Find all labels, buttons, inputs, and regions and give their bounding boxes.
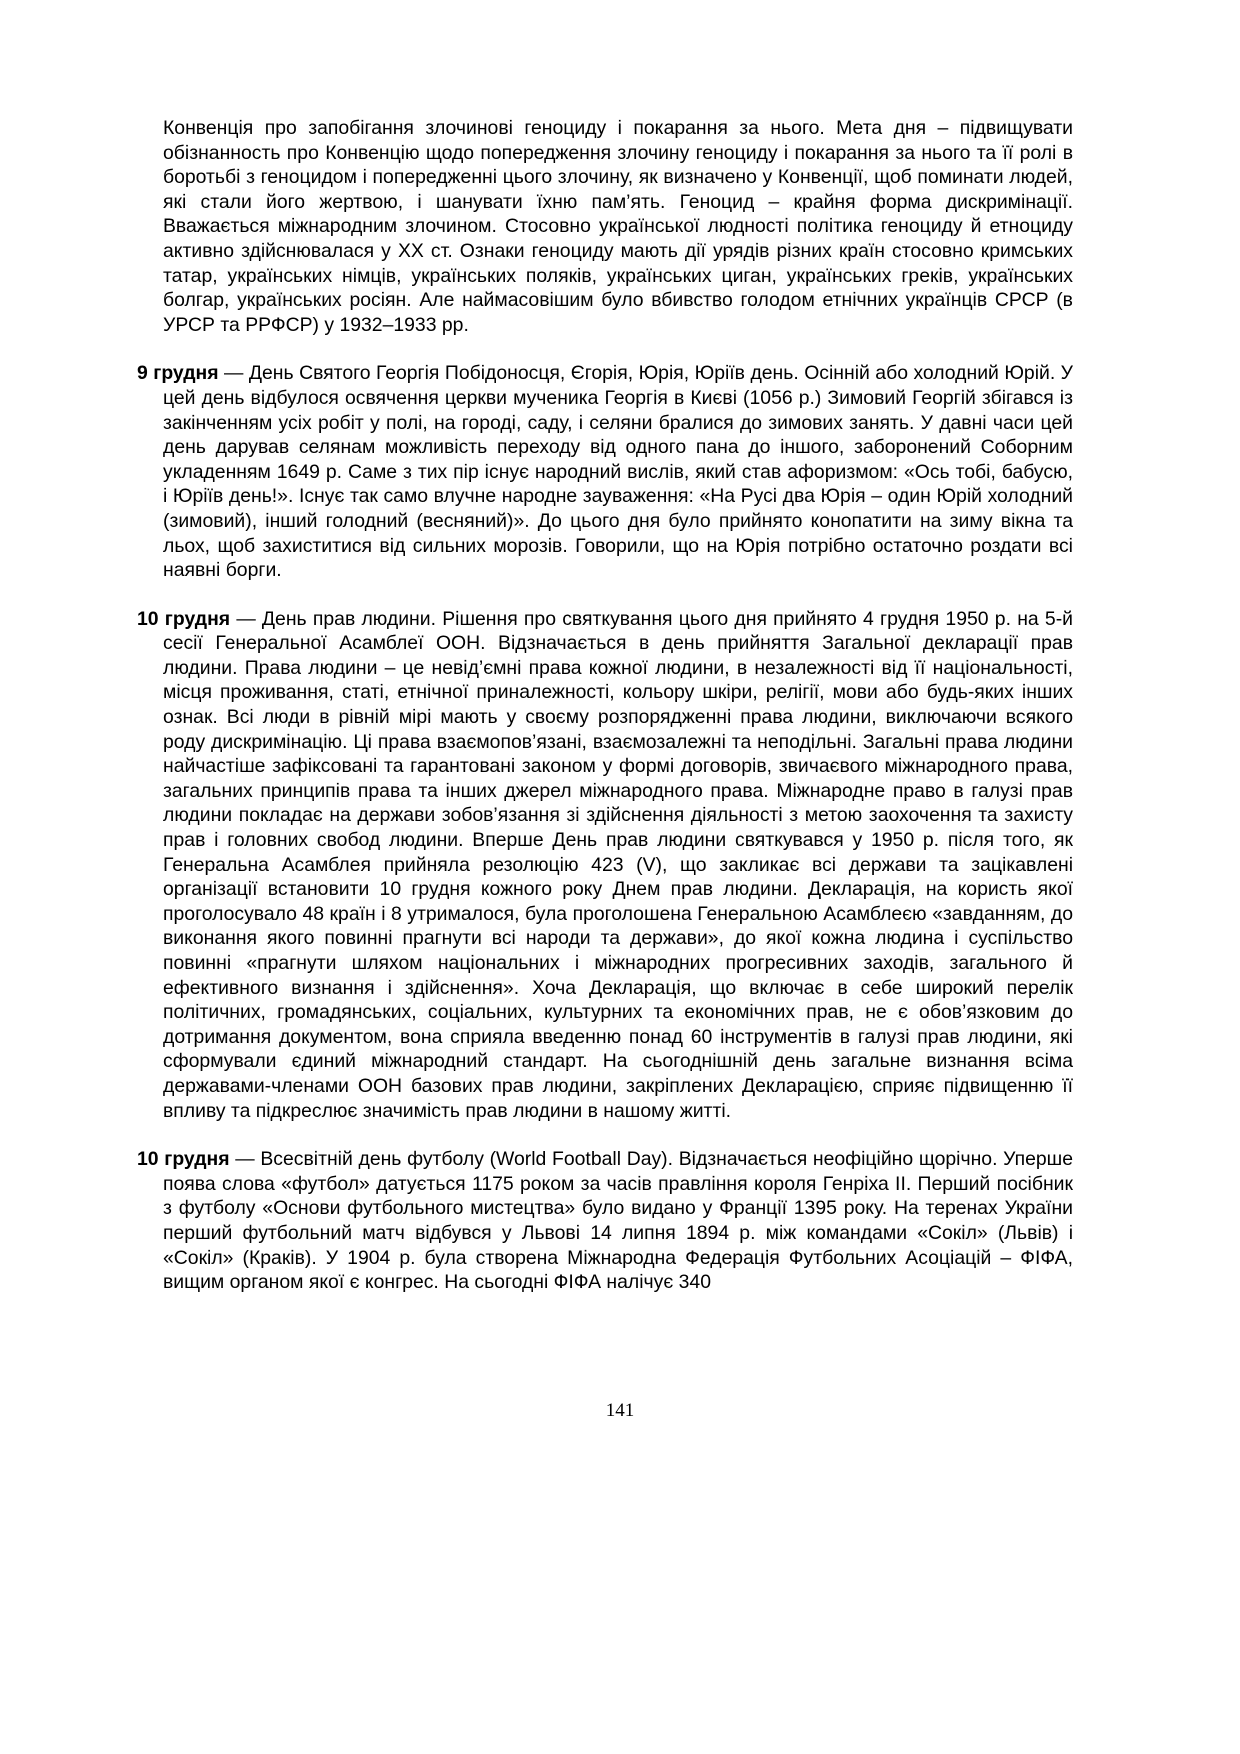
- entry-date: 10 грудня: [137, 1148, 230, 1171]
- continuation-paragraph: Конвенція про запобігання злочинові геноциду і покарання за нього. Мета дня – підвищувати обізнанность про Конвенцію щодо попередження злочину геноциду і покарання за нього та її ролі в боротьбі з геноцидом і попередженні цього злочину, як визначено у Конвенції, щоб поминати людей, які стали його жертвою, і шанувати їхню пам’ять. Геноцид – крайня форма дискримінації. Вважається міжнародним злочином. Стосовно української людності політика геноциду й етноциду активно здійснювалася у ХХ ст. Ознаки геноциду мають дії урядів різних країн стосовно кримських татар, українських німців, українських поляків, українських циган, українських греків, українських болгар, українських росіян. Але наймасовішим було вбивство голодом етнічних українців СРСР (в УРСР та РРФСР) у 1932–1933 рр.: [163, 117, 1073, 336]
- document-body: [137, 116, 1073, 1319]
- entry-paragraph: [137, 361, 1073, 582]
- entry-date: 9 грудня: [137, 362, 219, 385]
- entry-date: 10 грудня: [137, 607, 231, 630]
- entry-paragraph: [137, 607, 1073, 1123]
- page-number: 141: [605, 1400, 635, 1421]
- entry-paragraph: [137, 1147, 1073, 1295]
- entry-text: — День Святого Георгія Побідоносця, Єгорія, Юрія, Юріїв день. Осінній або холодний Юрій. У цей день відбулося освячення церкви мученика Георгія в Києві (1056 р.) Зимовий Георгій збігався із закінченням усіх робіт у полі, на городі, саду, і селяни бралися до зимових занять. У давні часи цей день дарував селянам можливість переходу від одного пана до іншого, заборонений Соборним укладенням 1649 р. Саме з тих пір існує народний вислів, який став афоризмом: «Ось тобі, бабусю, і Юріїв день!». Існує так само влучне народне зауваження: «На Русі два Юрія – один Юрій холодний (зимовий), інший голодний (весняний)». До цього дня було прийнято конопатити на зиму вікна та льох, щоб захиститися від сильних морозів. Говорили, що на Юрія потрібно остаточно роздати всі наявні борги.: [163, 362, 1073, 582]
- entry-text: — День прав людини. Рішення про святкування цього дня прийнято 4 грудня 1950 р. на 5-й сесії Генеральної Асамблеї ООН. Відзначається в день прийняття Загальної декларації прав людини. Права людини – це невід’ємні права кожної людини, в незалежності від її національності, місця проживання, статі, етнічної приналежності, кольору шкіри, релігії, мови або будь-яких інших ознак. Всі люди в рівній мірі мають у своєму розпорядженні права людини, виключаючи всякого роду дискримінацію. Ці права взаємопов’язані, взаємозалежні та неподільні. Загальні права людини найчастіше зафіксовані та гарантовані законом у формі договорів, звичаєвого міжнародного права, загальних принципів права та інших джерел міжнародного права. Міжнародне право в галузі прав людини покладає на держави зобов’язання зі здійснення діяльності з метою заохочення та захисту прав і головних свобод людини. Вперше День прав людини святкувався у 1950 р. після того, як Генеральна Асамблея прийняла резолюцію 423 (V), що закликає всі держави та зацікавлені організації встановити 10 грудня кожного року Днем прав людини. Декларація, на користь якої проголосувало 48 країн і 8 утрималося, була проголошена Генеральною Асамблеєю «завданням, до виконання якого повинні прагнути всі народи та держави», до якої кожна людина і суспільство повинні «прагнути шляхом національних і міжнародних прогресивних заходів, загального й ефективного визнання і здійснення». Хоча Декларація, що включає в себе широкий перелік політичних, громадянських, соціальних, культурних та економічних прав, не є обов’язковим до дотримання документом, вона сприяла введенню понад 60 інструментів в галузі прав людини, які сформували єдиний міжнародний стандарт. На сьогоднішній день загальне визнання всіма державами-членами ООН базових прав людини, закріплених Декларацією, сприяє підвищенню її впливу та підкреслює значимість прав людини в нашому житті.: [163, 607, 1073, 1122]
- entry-text: — Всесвітній день футболу (World Football Day). Відзначається неофіційно щорічно. Уперше поява слова «футбол» датується 1175 роком за часів правління короля Генріха ІІ. Перший посібник з футболу «Основи футбольного мистецтва» було видано у Франції 1395 року. На теренах України перший футбольний матч відбувся у Львові 14 липня 1894 р. між командами «Сокіл» (Львів) і «Сокіл» (Краків). У 1904 р. була створена Міжнародна Федерація Футбольних Асоціацій – ФІФА, вищим органом якої є конгрес. На сьогодні ФІФА налічує 340: [163, 1148, 1074, 1294]
